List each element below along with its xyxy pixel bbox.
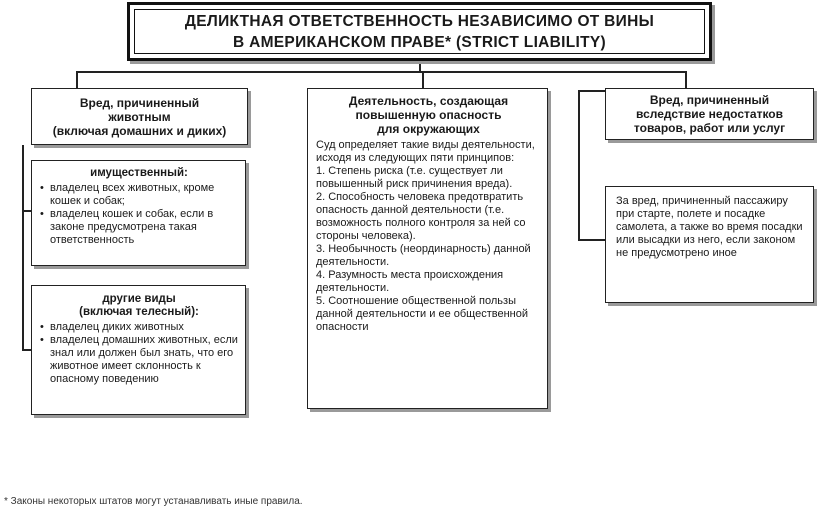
principles-intro: Суд определяет такие виды деятельности, исходя из следующих пяти принципов: [316,139,535,164]
connector-right-tick [578,239,605,241]
list-item: • владелец кошек и собак, если в законе предусмотрена такая ответственность [39,208,239,247]
product-defect-header-line-3: товаров, работ или услуг [633,121,786,135]
connector-left-down [76,71,78,88]
hazardous-activity-header-line-1: Деятельность, создающая [348,94,509,108]
list-item: • владелец домашних животных, если знал или должен был знать, что его животное имеет склонность к опасному поведению [39,334,239,386]
list-item: 4. Разумность места происхождения деятельности. [316,269,504,294]
connector-right-spine [578,91,580,241]
other-harm-box [31,285,246,415]
animal-harm-header [31,88,248,145]
other-harm-list [39,321,239,386]
list-item: • владелец диких животных [39,321,239,334]
product-defect-header-line-1: Вред, причиненный [649,93,770,107]
animal-harm-header-line-3: (включая домашних и диких) [52,123,227,138]
hazardous-activity-header-line-3: для окружающих [377,122,480,136]
property-harm-list [39,182,239,247]
list-item: 5. Соотношение общественной пользы данной деятельности и ее общественной опасности [316,295,528,333]
hazardous-activity-header [316,94,541,136]
list-item: 3. Необычность (неординарность) данной деятельности. [316,243,531,268]
animal-harm-header-line-1: Вред, причиненный [79,95,200,110]
product-defect-header-line-2: вследствие недостатков [635,107,784,121]
diagram-title-line-2: В АМЕРИКАНСКОМ ПРАВЕ* (STRICT LIABILITY) [232,33,607,51]
connector-title-down [419,61,421,72]
list-item: 2. Способность человека предотвратить опасность данной деятельности (т.е. возможность полного контроля за ней со стороны человека). [316,191,526,242]
diagram-title [134,9,705,54]
property-harm-box [31,160,246,266]
connector-left-spine [22,145,24,350]
property-harm-title: имущественный: [90,167,188,179]
diagram-title-frame [127,2,712,61]
diagram-title-line-1: ДЕЛИКТНАЯ ОТВЕТСТВЕННОСТЬ НЕЗАВИСИМО ОТ ВИНЫ [184,12,655,30]
hazardous-activity-header-line-2: повышенную опасность [355,108,502,122]
aviation-harm-text: За вред, причиненный пассажиру при старте, полете и посадке самолета, а также во время посадки или высадки из него, если законом не предусмотрено иное [616,195,803,259]
product-defect-header [605,88,814,140]
connector-right-down [685,71,687,88]
list-item: • владелец всех животных, кроме кошек и собак; [39,182,239,208]
connector-bus [76,71,687,73]
connector-right-hook [578,90,606,92]
connector-left-tick-2 [22,349,31,351]
animal-harm-header-line-2: животным [108,109,171,124]
list-item: 1. Степень риска (т.е. существует ли повышенный риск причинения вреда). [316,165,513,190]
aviation-harm-box [605,186,814,303]
connector-mid-down [422,71,424,88]
footnote: * Законы некоторых штатов могут устанавливать иные правила. [4,496,303,507]
connector-left-tick-1 [22,210,31,212]
hazardous-activity-box [307,88,548,409]
principles-list [316,139,541,334]
other-harm-title-line-1: другие виды [102,293,176,305]
other-harm-title-line-2: (включая телесный): [79,306,199,318]
